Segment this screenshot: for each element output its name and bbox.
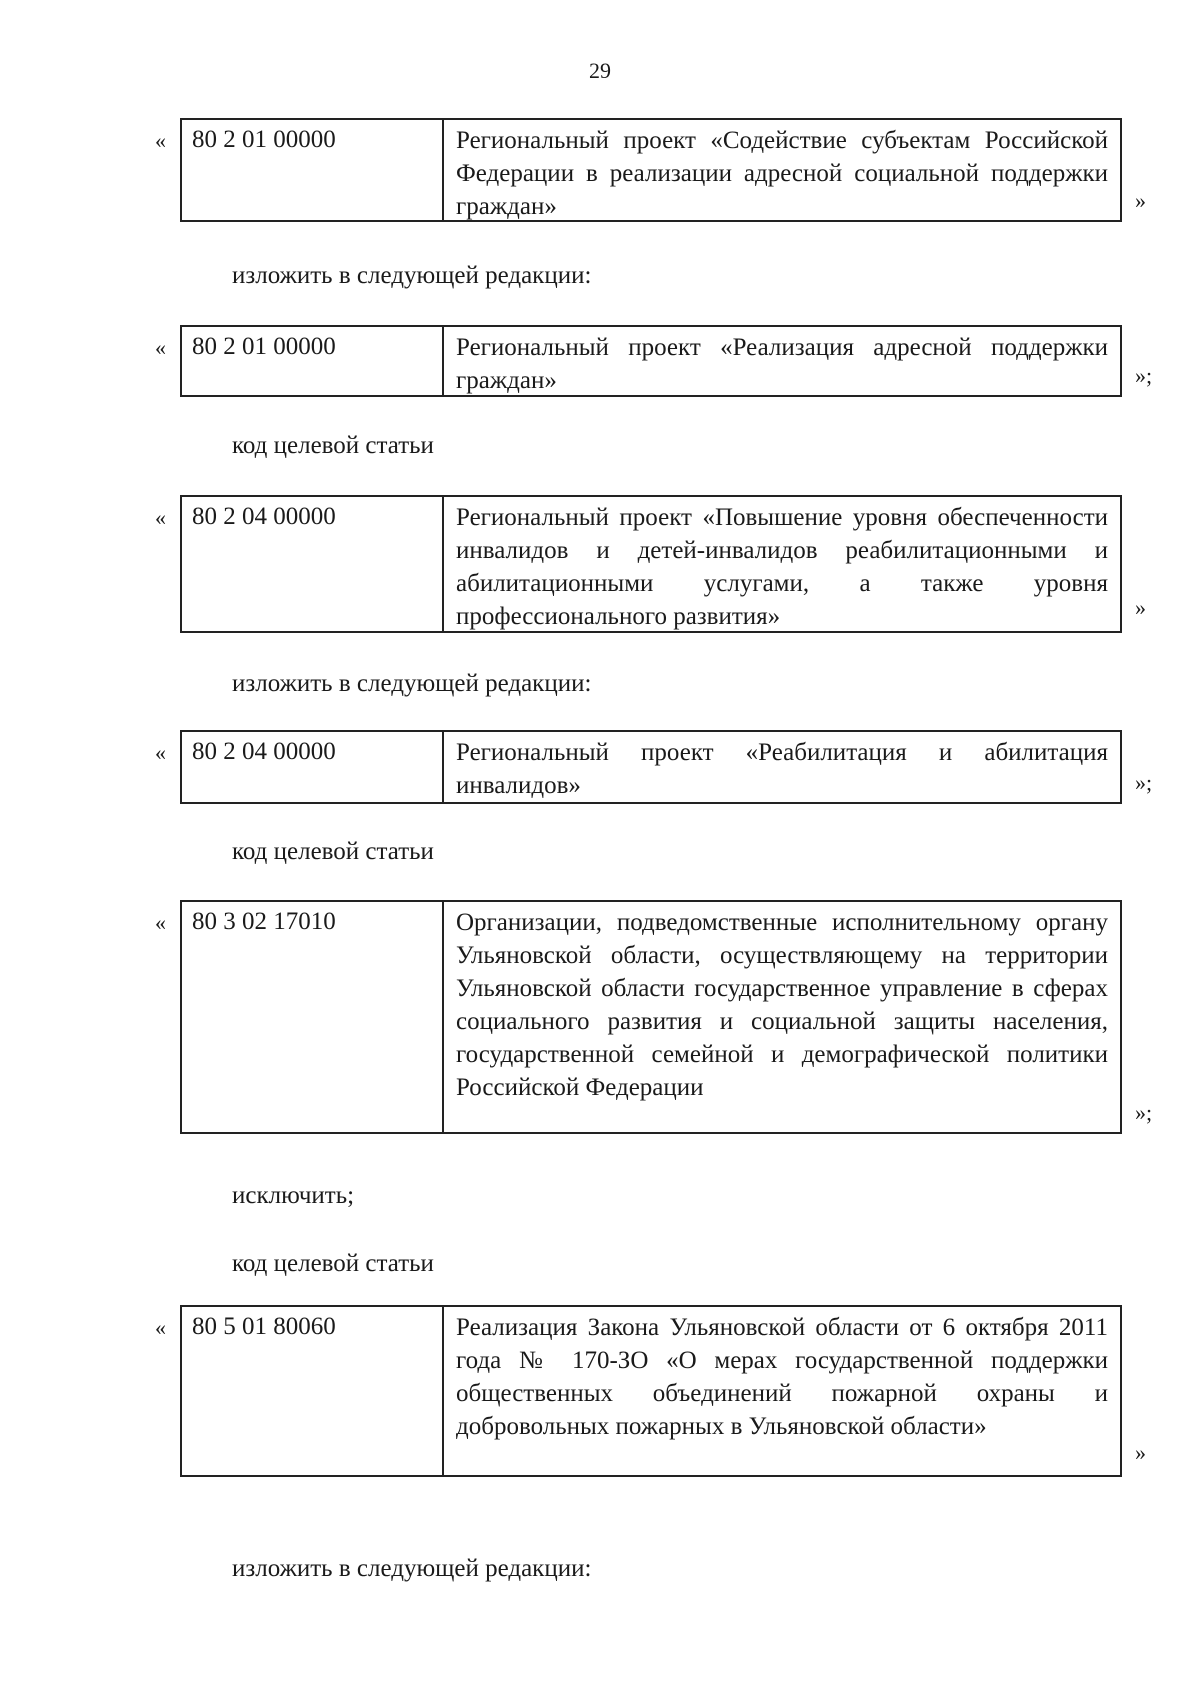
code-table: [180, 1305, 1122, 1477]
closing-quote: »: [1135, 188, 1146, 213]
closing-quote: »;: [1135, 1100, 1153, 1125]
target-description: Реализация Закона Ульяновской области от 6 октября 2011 года № 170-ЗО «О мерах государственной поддержки общественных объединений пожарной охраны и добровольных пожарных в Ульяновской области»: [456, 1314, 1108, 1440]
closing-quote: »;: [1135, 770, 1153, 795]
code-table: [180, 730, 1122, 804]
target-code: 80 5 01 80060: [182, 1307, 444, 1475]
opening-quote: «: [155, 740, 166, 765]
code-table: [180, 900, 1122, 1134]
target-description: Региональный проект «Реализация адресной поддержки граждан»: [456, 334, 1108, 394]
target-code: 80 2 04 00000: [182, 497, 444, 631]
opening-quote: «: [155, 1315, 166, 1340]
code-entry: [0, 118, 1200, 228]
section-label: код целевой статьи: [232, 838, 434, 865]
opening-quote: «: [155, 910, 166, 935]
code-table: [180, 325, 1122, 397]
closing-quote: »: [1135, 595, 1146, 620]
instruction-text: исключить;: [232, 1182, 355, 1209]
code-entry: [0, 325, 1200, 400]
instruction-text: изложить в следующей редакции:: [232, 670, 592, 697]
target-code: 80 2 04 00000: [182, 732, 444, 802]
closing-quote: »;: [1135, 363, 1153, 388]
opening-quote: «: [155, 505, 166, 530]
opening-quote: «: [155, 128, 166, 153]
code-entry: [0, 1305, 1200, 1485]
code-entry: [0, 730, 1200, 805]
target-description: Региональный проект «Содействие субъектам Российской Федерации в реализации адресной социальной поддержки граждан»: [456, 127, 1108, 220]
target-code: 80 3 02 17010: [182, 902, 444, 1132]
code-table: [180, 118, 1122, 222]
target-description: Региональный проект «Реабилитация и абилитация инвалидов»: [456, 739, 1108, 799]
code-entry: [0, 495, 1200, 635]
instruction-text: изложить в следующей редакции:: [232, 262, 592, 289]
instruction-text: изложить в следующей редакции:: [232, 1555, 592, 1582]
closing-quote: »: [1135, 1440, 1146, 1465]
section-label: код целевой статьи: [232, 1250, 434, 1277]
page-number: 29: [589, 58, 611, 83]
target-description: Организации, подведомственные исполнительному органу Ульяновской области, осуществляющему на территории Ульяновской области государственное управление в сферах социального развития и социальной защиты населения, государственной семейной и демографической политики Российской Федерации: [456, 909, 1108, 1101]
section-label: код целевой статьи: [232, 432, 434, 459]
target-description: Региональный проект «Повышение уровня обеспеченности инвалидов и детей-инвалидов реабилитационными и абилитационными услугами, а также уровня профессионального развития»: [456, 504, 1108, 630]
opening-quote: «: [155, 335, 166, 360]
code-table: [180, 495, 1122, 633]
target-code: 80 2 01 00000: [182, 120, 444, 220]
code-entry: [0, 900, 1200, 1140]
target-code: 80 2 01 00000: [182, 327, 444, 395]
